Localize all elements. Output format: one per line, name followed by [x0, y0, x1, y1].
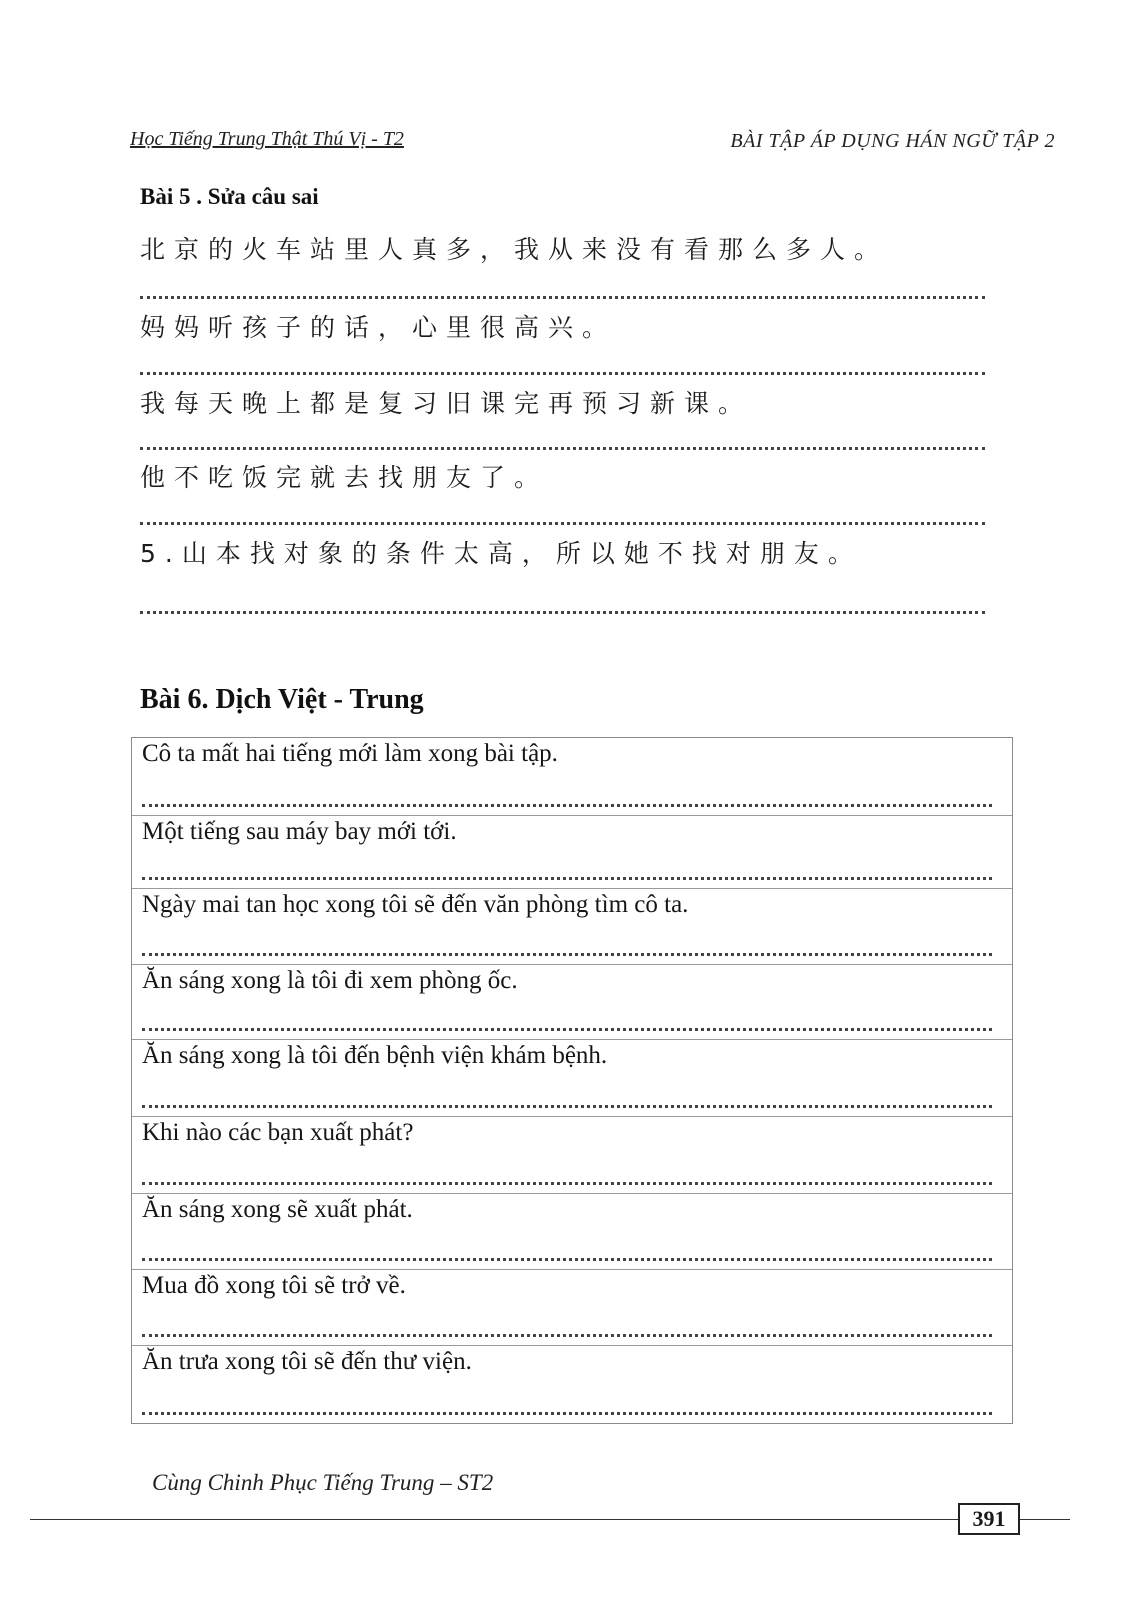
exercise-5-title: Bài 5 . Sửa câu sai [140, 184, 319, 209]
translation-sentence: Mua đồ xong tôi sẽ trở về. [142, 1272, 406, 1299]
answer-line [140, 522, 985, 525]
answer-line [142, 1412, 992, 1415]
exercise-5-sentence: 我每天晚上都是复习旧课完再预习新课。 [140, 389, 753, 418]
translation-sentence: Cô ta mất hai tiếng mới làm xong bài tập. [142, 740, 558, 767]
translation-sentence: Ăn sáng xong là tôi đến bệnh viện khám bệnh. [142, 1042, 608, 1069]
translation-sentence: Một tiếng sau máy bay mới tới. [142, 818, 457, 845]
translation-row [132, 1270, 1012, 1346]
running-footer: Cùng Chinh Phục Tiếng Trung – ST2 [152, 1470, 494, 1495]
answer-line [140, 611, 985, 614]
answer-line [140, 372, 985, 375]
exercise-5-sentence: 妈妈听孩子的话，心里很高兴。 [140, 313, 617, 342]
answer-line [142, 953, 992, 956]
answer-line [142, 877, 992, 880]
exercise-6-title: Bài 6. Dịch Việt - Trung [140, 684, 424, 715]
exercise-5-sentence: 5.山本找对象的条件太高，所以她不找对朋友。 [140, 539, 862, 568]
answer-line [142, 1182, 992, 1185]
answer-line [140, 296, 985, 299]
footer-rule [30, 1519, 1070, 1520]
translation-row [132, 889, 1012, 965]
translation-sentence: Khi nào các bạn xuất phát? [142, 1119, 414, 1146]
answer-line [142, 1028, 992, 1031]
translation-row [132, 816, 1012, 889]
exercise-5-sentence: 北京的火车站里人真多，我从来没有看那么多人。 [140, 235, 889, 264]
answer-line [140, 447, 985, 450]
translation-row [132, 1117, 1012, 1194]
exercise-5-sentence: 他不吃饭完就去找朋友了。 [140, 463, 549, 492]
running-header-right: BÀI TẬP ÁP DỤNG HÁN NGỮ TẬP 2 [730, 130, 1055, 152]
translation-sentence: Ăn sáng xong là tôi đi xem phòng ốc. [142, 967, 518, 994]
translation-row [132, 965, 1012, 1040]
running-header-left: Học Tiếng Trung Thật Thú Vị - T2 [130, 128, 404, 150]
translation-sentence: Ăn trưa xong tôi sẽ đến thư viện. [142, 1348, 472, 1375]
translation-sentence: Ăn sáng xong sẽ xuất phát. [142, 1196, 413, 1223]
translation-table [131, 737, 1013, 1424]
translation-row [132, 1346, 1012, 1423]
translation-sentence: Ngày mai tan học xong tôi sẽ đến văn phòng tìm cô ta. [142, 891, 689, 918]
translation-row [132, 1040, 1012, 1117]
answer-line [142, 1334, 992, 1337]
answer-line [142, 1258, 992, 1261]
page-number: 391 [958, 1503, 1020, 1535]
answer-line [142, 1105, 992, 1108]
translation-row [132, 738, 1012, 816]
translation-row [132, 1194, 1012, 1270]
answer-line [142, 804, 992, 807]
